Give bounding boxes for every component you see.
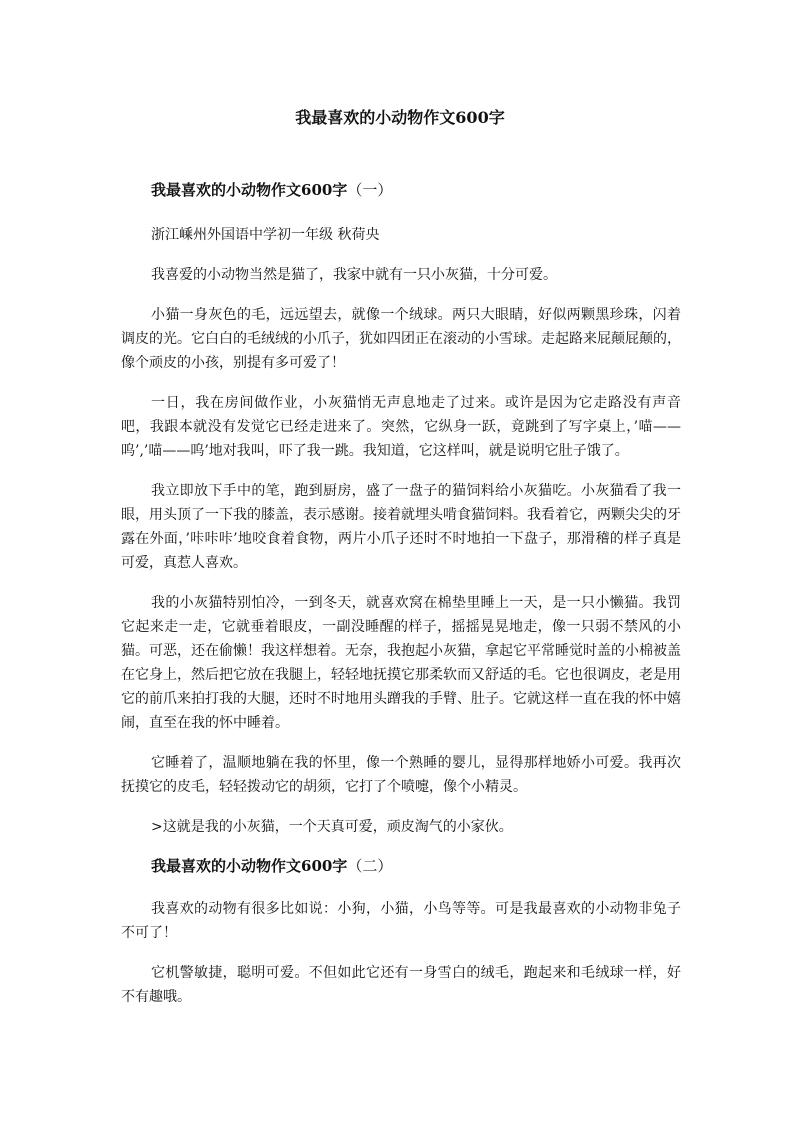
author-line: 浙江嵊州外国语中学初一年级 秋荷央 — [151, 227, 380, 243]
section-heading-2-suffix: （二） — [347, 857, 393, 875]
paragraph: >这就是我的小灰猫，一个天真可爱，顽皮淘气的小家伙。 — [151, 819, 513, 835]
section-heading-1-text: 我最喜欢的小动物作文600字 — [151, 181, 348, 199]
section-heading-1-suffix: （一） — [347, 181, 393, 199]
section-heading-1 — [121, 179, 681, 201]
paragraph: 它睡着了，温顺地躺在我的怀里，像一个熟睡的婴儿，显得那样地娇小可爱。我再次抚摸它的皮毛，轻轻拨动它的胡须，它打了个喷嚏，像个小精灵。 — [121, 755, 681, 795]
section-heading-2 — [121, 855, 681, 877]
paragraph: 它机警敏捷，聪明可爱。不但如此它还有一身雪白的绒毛，跑起来和毛绒球一样，好不有趣哦。 — [121, 965, 681, 1005]
paragraph: 我喜欢的动物有很多比如说：小狗，小猫，小鸟等等。可是我最喜欢的小动物非兔子不可了！ — [121, 901, 681, 941]
paragraph: 一日，我在房间做作业，小灰猫悄无声息地走了过来。或许是因为它走路没有声音吧，我跟本就没有发觉它已经走进来了。突然，它纵身一跃，竟跳到了写字桌上，’喵——呜’,’喵——呜’地对我叫，吓了我一跳。我知道，它这样叫，就是说明它肚子饿了。 — [121, 395, 681, 459]
paragraph: 我立即放下手中的笔，跑到厨房，盛了一盘子的猫饲料给小灰猫吃。小灰猫看了我一眼，用头顶了一下我的膝盖，表示感谢。接着就埋头啃食猫饲料。我看着它，两颗尖尖的牙露在外面，’咔咔咔’地咬食着食物，两片小爪子还时不时地拍一下盘子，那滑稽的样子真是可爱，真惹人喜欢。 — [121, 483, 681, 571]
paragraph: 我喜爱的小动物当然是猫了，我家中就有一只小灰猫，十分可爱。 — [151, 267, 557, 283]
paragraph: 我的小灰猫特别怕冷，一到冬天，就喜欢窝在棉垫里睡上一天，是一只小懒猫。我罚它起来走一走，它就垂着眼皮，一副没睡醒的样子，摇摇晃晃地走，像一只弱不禁风的小猫。可恶，还在偷懒！我这样想着。无奈，我抱起小灰猫，拿起它平常睡觉时盖的小棉被盖在它身上，然后把它放在我腿上，轻轻地抚摸它那柔软而又舒适的毛。它也很调皮，老是用它的前爪来拍打我的大腿，还时不时地用头蹭我的手臂、肚子。它就这样一直在我的怀中嬉闹，直至在我的怀中睡着。 — [121, 595, 681, 731]
section-heading-2-text: 我最喜欢的小动物作文600字 — [151, 857, 348, 875]
paragraph: 小猫一身灰色的毛，远远望去，就像一个绒球。两只大眼睛，好似两颗黑珍珠，闪着调皮的光。它白白的毛绒绒的小爪子，犹如四团正在滚动的小雪球。走起路来屁颠屁颠的，像个顽皮的小孩，别提有多可爱了！ — [121, 307, 681, 371]
document-title: 我最喜欢的小动物作文600字 — [295, 108, 505, 127]
document-body — [121, 179, 681, 1009]
